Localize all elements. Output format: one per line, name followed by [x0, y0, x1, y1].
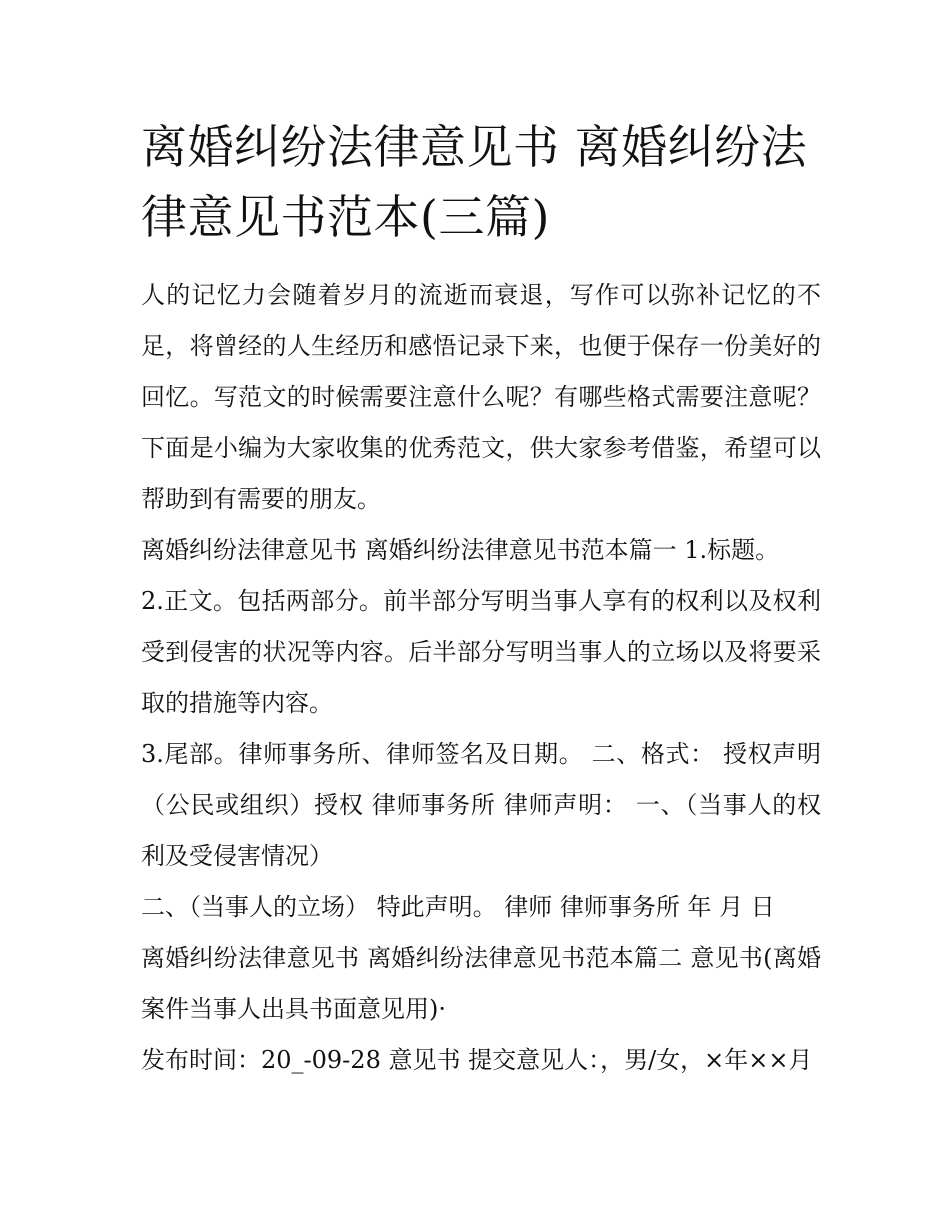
paragraph-statement: 二、（当事人的立场） 特此声明。 律师 律师事务所 年 月 日 — [141, 893, 775, 921]
paragraph-body-text: 2.正文。包括两部分。前半部分写明当事人享有的权利以及权利受到侵害的状况等内容。后半部分写明当事人的立场以及将要采取的措施等内容。 — [141, 587, 821, 717]
paragraph-publish-info: 发布时间：20_-09-28 意见书 提交意见人：，男/女，×年××月 — [141, 1046, 813, 1074]
document-title: 离婚纠纷法律意见书 离婚纠纷法律意见书范本(三篇) — [141, 120, 808, 244]
document-body — [141, 270, 821, 1086]
paragraph-ending-format: 3.尾部。律师事务所、律师签名及日期。 二、格式： 授权声明 （公民或组织）授权 律师事务所 律师声明： 一、（当事人的权利及受侵害情况） — [141, 740, 821, 870]
paragraph-section-one-heading: 离婚纠纷法律意见书 离婚纠纷法律意见书范本篇一 1.标题。 — [141, 536, 780, 564]
paragraph-intro: 人的记忆力会随着岁月的流逝而衰退，写作可以弥补记忆的不足，将曾经的人生经历和感悟记录下来，也便于保存一份美好的回忆。写范文的时候需要注意什么呢？有哪些格式需要注意呢？下面是小编为大家收集的优秀范文，供大家参考借鉴，希望可以帮助到有需要的朋友。 — [141, 281, 821, 513]
document-page — [141, 112, 821, 1086]
paragraph-section-two-heading: 离婚纠纷法律意见书 离婚纠纷法律意见书范本篇二 意见书(离婚案件当事人出具书面意见用)· — [141, 944, 821, 1023]
